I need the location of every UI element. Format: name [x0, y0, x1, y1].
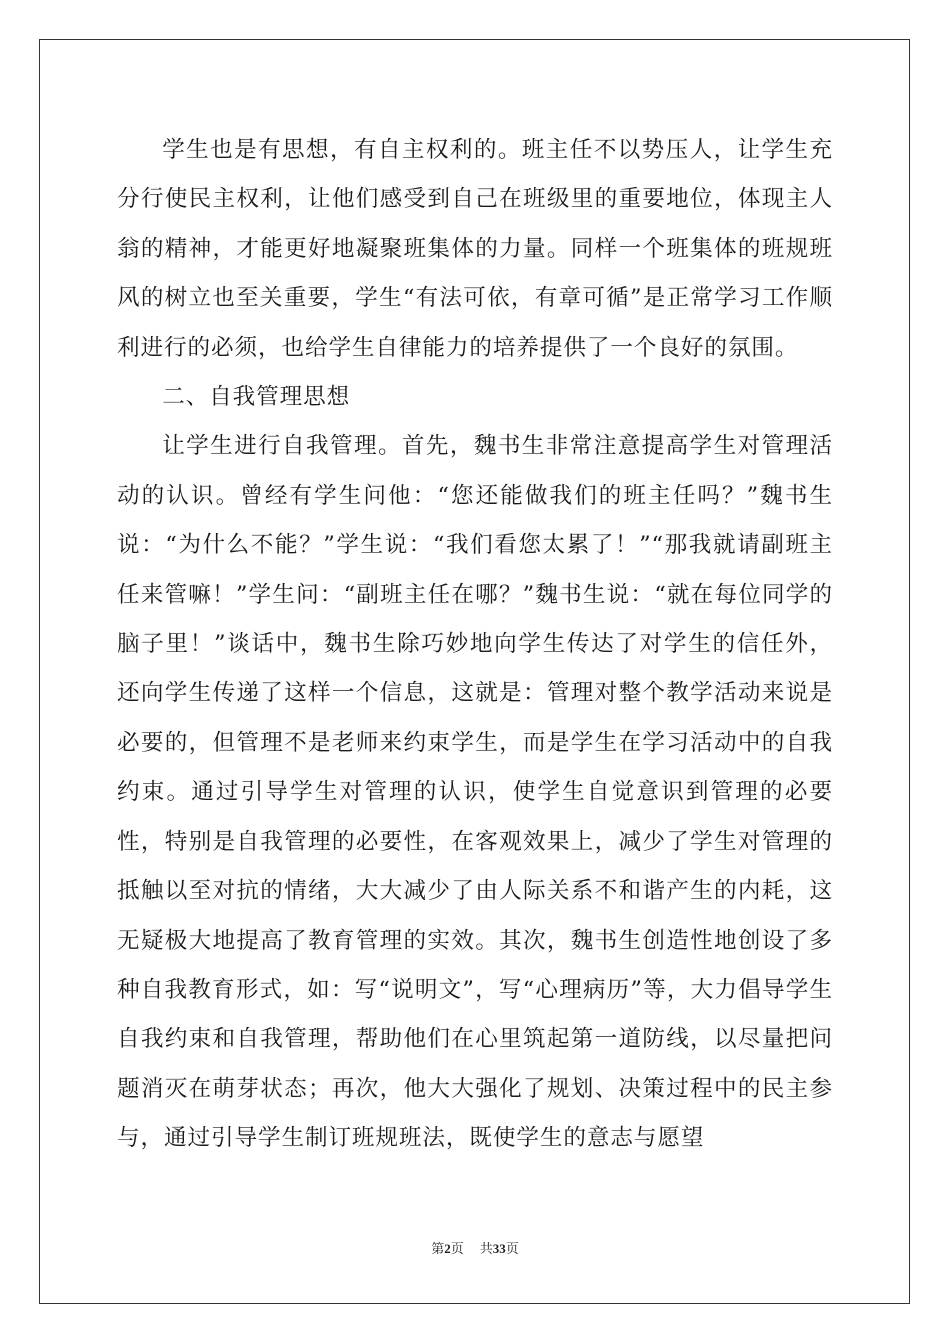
paragraph-intro: 学生也是有思想，有自主权利的。班主任不以势压人，让学生充分行使民主权利，让他们感受到自己在班级里的重要地位，体现主人翁的精神，才能更好地凝聚班集体的力量。同样一个班集体的班规班风的树立也至关重要，学生“有法可依，有章可循”是正常学习工作顺利进行的必须，也给学生自律能力的培养提供了一个良好的氛围。: [117, 137, 833, 361]
page-footer: [0, 1238, 950, 1257]
page-number: 第2页: [431, 1241, 464, 1257]
paragraph-self-management: 让学生进行自我管理。首先，魏书生非常注意提高学生对管理活动的认识。曾经有学生问他：“您还能做我们的班主任吗？”魏书生说：“为什么不能？”学生说：“我们看您太累了！”“那我就请副班主任来管嘛！”学生问：“副班主任在哪？”魏书生说：“就在每位同学的脑子里！”谈话中，魏书生除巧妙地向学生传达了对学生的信任外，还向学生传递了这样一个信息，这就是：管理对整个教学活动来说是必要的，但管理不是老师来约束学生，而是学生在学习活动中的自我约束。通过引导学生对管理的认识，使学生自觉意识到管理的必要性，特别是自我管理的必要性，在客观效果上，减少了学生对管理的抵触以至对抗的情绪，大大减少了由人际关系不和谐产生的内耗，这无疑极大地提高了教育管理的实效。其次，魏书生创造性地创设了多种自我教育形式，如：写“说明文”，写“心理病历”等，大力倡导学生自我约束和自我管理，帮助他们在心里筑起第一道防线，以尽量把问题消灭在萌芽状态；再次，他大大强化了规划、决策过程中的民主参与，通过引导学生制订班规班法，既使学生的意志与愿望: [117, 433, 833, 1152]
section-heading: 二、自我管理思想: [162, 384, 351, 411]
document-body: [117, 126, 833, 1164]
page-total: 共33页: [479, 1241, 519, 1257]
